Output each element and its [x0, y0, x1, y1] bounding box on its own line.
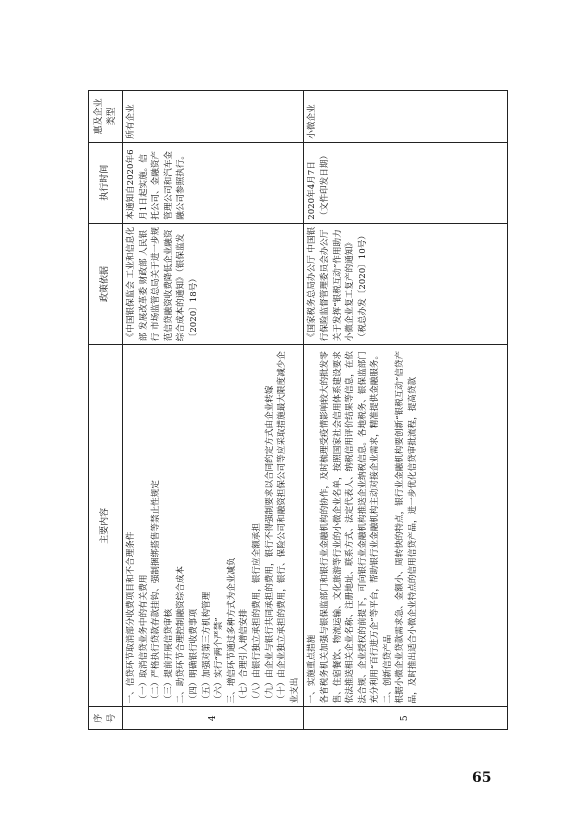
- policy-basis: 《中国银保监会 工业和信息化部 发展改革委 财政部 人民银行 市场监管总局关于进一步规范信贷融资收费降低企业融资综合成本的通知》（银保监发〔2020〕18号）: [123, 223, 304, 345]
- table-row: [123, 91, 304, 730]
- content-paragraph: 各省税务机关加强与银保监部门和银行业金融机构的协作，及时梳理受疫情影响较大的批发零售、住宿餐饮、物流运输、文化旅游等行业的小微企业名单，按照国家社会信用体系建设要求依法推送相关企业名称、注册地址、联系方式、法定代表人、纳税信用评价结果等信息，在依法合规、企业授权的前提下，可向银行业金融机构推送企业纳税信息。各地税务、银保监部门充分利用“百行进万企”等平台，帮助银行业金融机构主动对接企业需求，精准提供金融服务。: [319, 350, 381, 704]
- row-number: 4: [123, 707, 304, 730]
- content-line: （十）由企业独立承担的费用，银行、保险公司和融资担保公司等应采取措施最大限度减少企业支出: [277, 351, 300, 704]
- content-line: （八）由银行独立承担的费用，银行应全额承担: [251, 523, 262, 704]
- content-line: （三）提前开展信贷审核: [163, 608, 174, 704]
- policy-table: [88, 90, 508, 730]
- policy-basis: 《国家税务总局办公厅 中国银行保险监督管理委员会办公厅关于发挥“银税互动”作用助力小微企业复工复产的通知》（税总办发〔2020〕10号）: [304, 223, 508, 345]
- content-line: （九）由企业与银行共同承担的费用，银行不得强制要求以合同约定方式由企业转嫁: [264, 385, 275, 704]
- execution-time: 2020年4月7日（文件印发日期）: [304, 142, 508, 223]
- benefit-type: 所有企业: [123, 91, 304, 143]
- header-basis: 政策依据: [89, 223, 123, 345]
- content-line: 一、信贷环节取消部分收费项目和不合理条件: [126, 531, 136, 704]
- content-line: （六）实行“两个严禁”: [214, 617, 225, 704]
- content-line: 三、增信环节通过多种方式为企业减负: [226, 557, 237, 704]
- table-header-row: [89, 91, 123, 730]
- main-content: [123, 345, 304, 707]
- rotated-table-container: [88, 90, 508, 730]
- content-paragraph: 一、实施重点措施: [307, 634, 318, 704]
- content-paragraph: 二、创新信贷产品: [382, 634, 393, 704]
- content-line: （七）合理引入增信安排: [239, 608, 250, 704]
- content-line: （一）取消信贷业务中的有关费用: [138, 574, 149, 704]
- content-line: 二、助贷环节合理控制融资综合成本: [176, 565, 187, 704]
- header-time: 执行时间: [89, 142, 123, 223]
- content-paragraph: 根据小微企业贷款需求急、金额小、周转快的特点，银行业金融机构要创新“银税互动”信贷产品，及时推出适合小微企业特点的信用信贷产品，进一步优化信贷审批流程，提高贷款: [395, 350, 419, 704]
- table-row: [304, 91, 508, 730]
- execution-time: 本通知自2020年6月1日起实施。信托公司、金融资产管理公司和汽车金融公司参照执行。: [123, 142, 304, 223]
- benefit-type: 小微企业: [304, 91, 508, 143]
- header-main: 主要内容: [89, 345, 123, 707]
- content-line: （五）加强对第三方机构管理: [201, 591, 212, 704]
- content-line: （二）严格执行贷款存款挂钩、强制捆绑搭售等禁止性规定: [151, 480, 162, 704]
- page-number: 65: [472, 770, 492, 786]
- main-content: [304, 345, 508, 707]
- header-no: 序号: [89, 707, 123, 730]
- row-number: 5: [304, 707, 508, 730]
- content-line: （四）明确银行收费事项: [188, 608, 199, 704]
- header-type: 惠及企业类型: [89, 91, 123, 143]
